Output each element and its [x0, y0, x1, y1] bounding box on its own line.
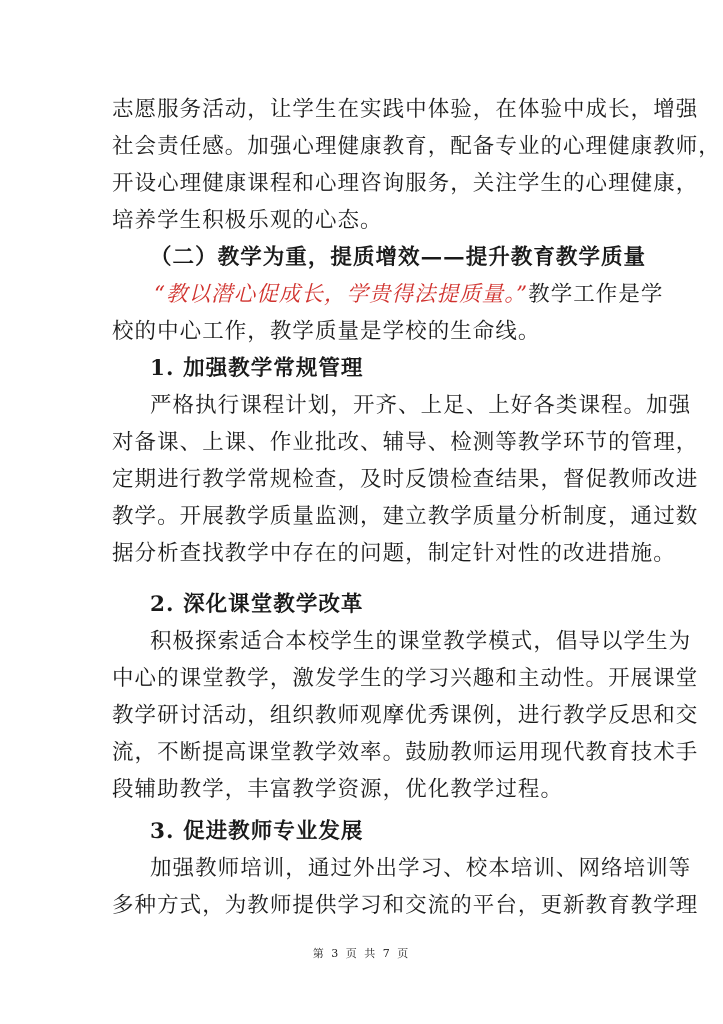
paragraph-line: 多种方式，为教师提供学习和交流的平台，更新教育教学理: [112, 893, 699, 918]
paragraph-line: 积极探索适合本校学生的课堂教学模式，倡导以学生为: [150, 629, 692, 654]
paragraph-line: 中心的课堂教学，激发学生的学习兴趣和主动性。开展课堂: [112, 666, 699, 691]
item-title: 2. 深化课堂教学改革: [150, 592, 364, 617]
paragraph-line: 社会责任感。加强心理健康教育，配备专业的心理健康教师，: [112, 134, 721, 159]
intro-rest: 教学工作是学: [528, 282, 664, 307]
paragraph-line: 流，不断提高课堂教学效率。鼓励教师运用现代教育技术手: [112, 740, 699, 765]
intro-line: [154, 282, 664, 308]
paragraph-line: 校的中心工作，教学质量是学校的生命线。: [112, 319, 541, 344]
paragraph-line: 对备课、上课、作业批改、辅导、检测等教学环节的管理，: [112, 430, 699, 455]
paragraph-line: 严格执行课程计划，开齐、上足、上好各类课程。加强: [150, 393, 692, 418]
paragraph-line: 定期进行教学常规检查，及时反馈检查结果，督促教师改进: [112, 467, 699, 492]
paragraph-line: 教学研讨活动，组织教师观摩优秀课例，进行教学反思和交: [112, 703, 699, 728]
item-title: 1. 加强教学常规管理: [150, 356, 364, 381]
paragraph-line: 开设心理健康课程和心理咨询服务，关注学生的心理健康，: [112, 171, 699, 196]
paragraph-line: 据分析查找教学中存在的问题，制定针对性的改进措施。: [112, 541, 676, 566]
paragraph-line: 培养学生积极乐观的心态。: [112, 208, 383, 233]
page-footer: 第 3 页 共 7 页: [312, 947, 411, 960]
paragraph-line: 段辅助教学，丰富教学资源，优化教学过程。: [112, 777, 564, 802]
section-heading: （二）教学为重，提质增效——提升教育教学质量: [150, 245, 647, 270]
paragraph-line: 加强教师培训，通过外出学习、校本培训、网络培训等: [150, 856, 692, 881]
item-title: 3. 促进教师专业发展: [150, 819, 364, 844]
paragraph-line: 教学。开展教学质量监测，建立教学质量分析制度，通过数: [112, 504, 699, 529]
intro-quote: “教以潜心促成长，学贵得法提质量。”: [154, 282, 529, 307]
paragraph-line: 志愿服务活动，让学生在实践中体验，在体验中成长，增强: [112, 97, 699, 122]
